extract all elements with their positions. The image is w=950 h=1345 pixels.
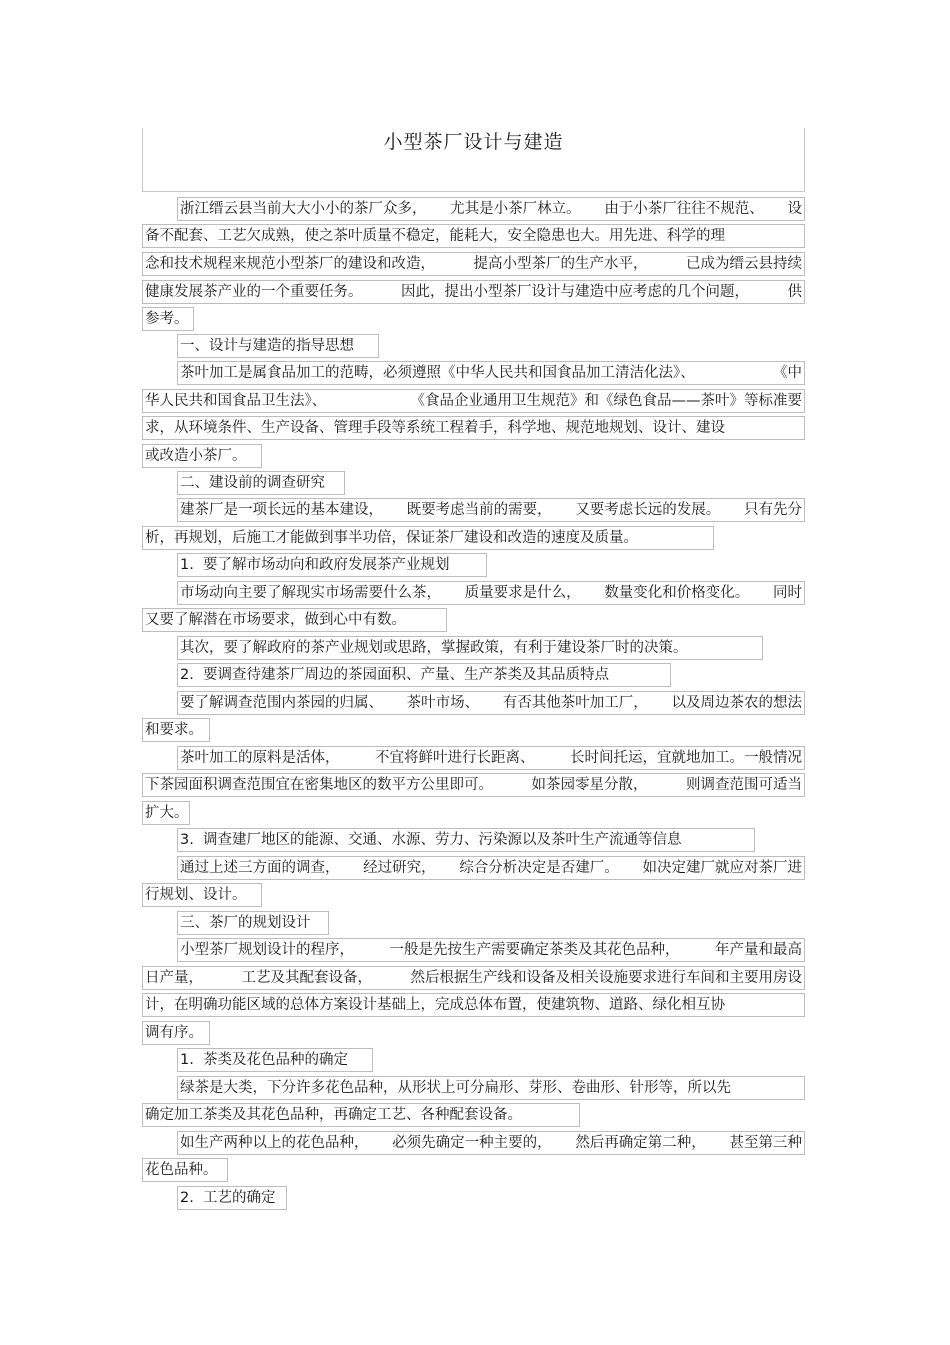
text-segment: 尤其是小茶厂林立。 xyxy=(450,201,581,217)
text-segment: 2. 要调查待建茶厂周边的茶园面积、产量、生产茶类及其品质特点 xyxy=(180,667,610,683)
text-segment: 行规划、设计。 xyxy=(145,887,247,903)
text-segment: 甚至第三种 xyxy=(729,1135,802,1151)
text-line xyxy=(142,307,194,331)
text-segment: 小型茶厂规划设计的程序， xyxy=(180,942,354,958)
text-segment: 浙江缙云县当前大大小小的茶厂众多， xyxy=(180,201,427,217)
text-segment: 1. 要了解市场动向和政府发展茶产业规划 xyxy=(180,557,450,573)
text-segment: 建茶厂是一项长远的基本建设， xyxy=(180,502,383,518)
text-segment: 如茶园零星分散， xyxy=(531,777,648,793)
text-line xyxy=(142,966,805,990)
text-line xyxy=(177,1076,805,1100)
text-line xyxy=(177,498,805,522)
text-segment: 茶叶加工是属食品加工的范畴，必须遵照《中华人民共和国食品加工清洁化法》、 xyxy=(180,365,695,381)
document-title: 小型茶厂设计与建造 xyxy=(383,131,564,153)
text-segment: 日产量， xyxy=(145,970,203,986)
text-segment: 综合分析决定是否建厂。 xyxy=(459,860,619,876)
text-line xyxy=(177,1186,287,1210)
text-line xyxy=(142,718,210,742)
text-segment: 下茶园面积调查范围宜在密集地区的数平方公里即可。 xyxy=(145,777,493,793)
text-line xyxy=(177,581,805,605)
text-segment: 又要了解潜在市场要求，做到心中有数。 xyxy=(145,612,406,628)
text-segment: 数量变化和价格变化。 xyxy=(604,585,750,601)
text-segment: 供 xyxy=(787,284,802,300)
text-segment: 备不配套、工艺欠成熟，使之茶叶质量不稳定，能耗大，安全隐患也大。用先进、科学的理 xyxy=(145,228,725,244)
text-segment: 设 xyxy=(787,201,802,217)
text-line xyxy=(142,389,805,413)
text-segment: 析，再规划，后施工才能做到事半功倍，保证茶厂建设和改造的速度及质量。 xyxy=(145,530,638,546)
text-line xyxy=(177,828,755,852)
text-segment: 又要考虑长远的发展。 xyxy=(575,502,721,518)
text-segment: 以及周边茶农的想法 xyxy=(671,695,802,711)
text-line xyxy=(177,1131,805,1155)
text-segment: 既要考虑当前的需要， xyxy=(406,502,552,518)
text-segment: 同时 xyxy=(772,585,802,601)
text-segment: 提高小型茶厂的生产水平， xyxy=(473,256,648,272)
text-segment: 则调查范围可适当 xyxy=(686,777,802,793)
text-line xyxy=(142,773,805,797)
text-segment: 只有先分 xyxy=(743,502,802,518)
text-segment: 计，在明确功能区域的总体方案设计基础上，完成总体布置，使建筑物、道路、绿化相互协 xyxy=(145,997,725,1013)
text-segment: 确定加工茶类及其花色品种，再确定工艺、各种配套设备。 xyxy=(145,1107,522,1123)
text-segment: 一、设计与建造的指导思想 xyxy=(180,338,354,354)
text-segment: 扩大。 xyxy=(145,805,189,821)
text-line xyxy=(177,663,671,687)
text-segment: 长时间托运，宜就地加工。一般情况 xyxy=(570,750,802,766)
text-segment: 2. 工艺的确定 xyxy=(180,1190,276,1206)
text-line xyxy=(177,636,763,660)
text-line xyxy=(142,1158,228,1182)
text-segment: 和要求。 xyxy=(145,722,203,738)
text-segment: 《食品企业通用卫生规范》和《绿色食品——茶叶》等标准要 xyxy=(410,393,802,409)
text-segment: 如生产两种以上的花色品种， xyxy=(180,1135,369,1151)
text-segment: 由于小茶厂往往不规范、 xyxy=(604,201,764,217)
text-line xyxy=(177,691,805,715)
text-segment: 求，从环境条件、生产设备、管理手段等系统工程着手，科学地、规范地规划、设计、建设 xyxy=(145,420,725,436)
text-line xyxy=(142,608,447,632)
text-segment: 健康发展茶产业的一个重要任务。 xyxy=(145,284,363,300)
text-line xyxy=(142,252,805,276)
text-segment: 经过研究， xyxy=(363,860,436,876)
text-segment: 《中 xyxy=(773,365,802,381)
text-segment: 工艺及其配套设备， xyxy=(241,970,372,986)
text-line xyxy=(142,1103,580,1127)
text-segment: 绿茶是大类，下分许多花色品种，从形状上可分扁形、芽形、卷曲形、针形等，所以先 xyxy=(180,1080,731,1096)
text-segment: 参考。 xyxy=(145,311,189,327)
text-segment: 三、茶厂的规划设计 xyxy=(180,915,311,931)
text-line xyxy=(177,856,805,880)
text-segment: 通过上述三方面的调查， xyxy=(180,860,340,876)
text-line xyxy=(177,746,805,770)
text-segment: 然后根据生产线和设备及相关设施要求进行车间和主要用房设 xyxy=(410,970,802,986)
text-segment: 要了解调查范围内茶园的归属、 xyxy=(180,695,383,711)
text-line xyxy=(177,334,379,358)
text-segment: 市场动向主要了解现实市场需要什么茶， xyxy=(180,585,441,601)
text-line xyxy=(177,553,487,577)
text-line xyxy=(142,801,190,825)
text-segment: 然后再确定第二种， xyxy=(575,1135,706,1151)
text-line xyxy=(177,1048,373,1072)
text-segment: 不宜将鲜叶进行长距离、 xyxy=(375,750,535,766)
text-line xyxy=(142,280,805,304)
text-line xyxy=(142,993,805,1017)
text-line xyxy=(142,526,714,550)
text-line xyxy=(177,361,805,385)
text-line xyxy=(177,911,329,935)
text-line xyxy=(142,1021,210,1045)
text-line xyxy=(142,444,262,468)
text-segment: 已成为缙云县持续 xyxy=(686,256,802,272)
text-segment: 花色品种。 xyxy=(145,1162,218,1178)
text-segment: 念和技术规程来规范小型茶厂的建设和改造， xyxy=(145,256,435,272)
text-line xyxy=(142,224,805,248)
text-segment: 或改造小茶厂。 xyxy=(145,448,247,464)
text-segment: 一般是先按生产需要确定茶类及其花色品种， xyxy=(389,942,680,958)
text-segment: 有否其他茶叶加工厂， xyxy=(502,695,648,711)
text-segment: 3. 调查建厂地区的能源、交通、水源、劳力、污染源以及茶叶生产流通等信息 xyxy=(180,832,682,848)
text-segment: 1. 茶类及花色品种的确定 xyxy=(180,1052,349,1068)
text-segment: 必须先确定一种主要的， xyxy=(392,1135,552,1151)
text-line xyxy=(177,471,345,495)
text-segment: 华人民共和国食品卫生法》、 xyxy=(145,393,327,409)
text-line xyxy=(177,197,805,221)
text-line xyxy=(142,883,262,907)
text-segment: 调有序。 xyxy=(145,1025,203,1041)
text-segment: 因此，提出小型茶厂设计与建造中应考虑的几个问题， xyxy=(401,284,749,300)
text-line xyxy=(177,938,805,962)
text-segment: 质量要求是什么， xyxy=(464,585,581,601)
text-segment: 茶叶加工的原料是活体， xyxy=(180,750,340,766)
text-segment: 其次，要了解政府的茶产业规划或思路，掌握政策，有利于建设茶厂时的决策。 xyxy=(180,640,688,656)
text-line xyxy=(142,416,805,440)
text-segment: 二、建设前的调查研究 xyxy=(180,475,325,491)
text-segment: 茶叶市场、 xyxy=(406,695,480,711)
text-segment: 年产量和最高 xyxy=(715,942,802,958)
text-segment: 如决定建厂就应对茶厂进 xyxy=(642,860,802,876)
